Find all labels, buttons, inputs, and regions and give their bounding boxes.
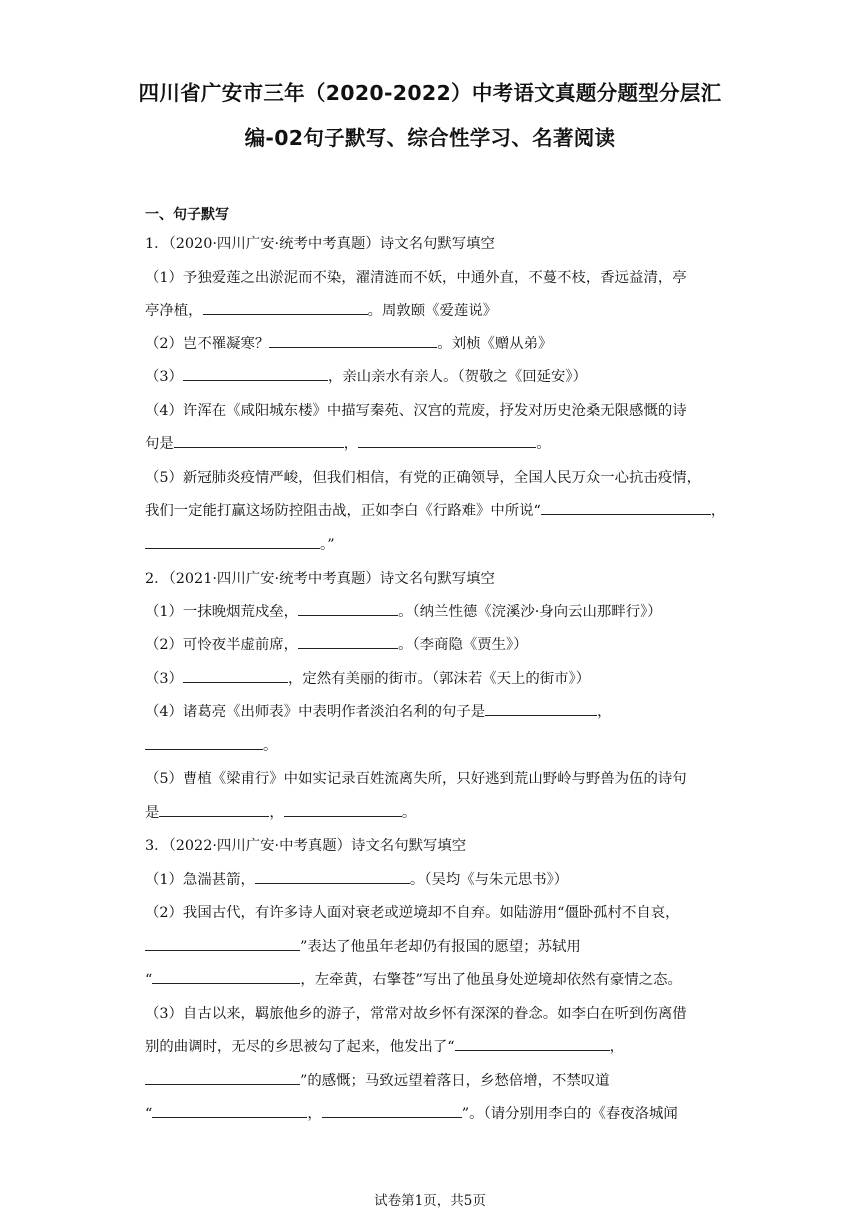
q1-part5-line1: （5）新冠肺炎疫情严峻，但我们相信，有党的正确领导，全国人民万众一心抗击疫情， — [145, 470, 702, 486]
text-segment: 。（吴均《与朱元思书》） — [409, 872, 569, 888]
answer-blank[interactable] — [145, 534, 320, 549]
q3-part2-line2 — [145, 935, 581, 956]
text-segment: 亭净植， — [145, 303, 203, 319]
answer-blank[interactable] — [358, 433, 536, 448]
text-segment: ， — [343, 436, 359, 452]
q3-part3-line3 — [145, 1069, 610, 1090]
text-segment: 。（纳兰性德《浣溪沙·身向云山那畔行》） — [398, 604, 662, 620]
text-segment: 我们一定能打赢这场防控阻击战，正如李白《行路难》中所说“ — [145, 503, 541, 519]
question-1-header: 1．（2020·四川广安·统考中考真题）诗文名句默写填空 — [145, 236, 495, 252]
text-segment: （4）诸葛亮《出师表》中表明作者淡泊名利的句子是 — [145, 704, 486, 720]
q1-part3 — [145, 365, 587, 386]
text-segment: ， — [269, 805, 284, 821]
q2-part5-line2 — [145, 801, 416, 822]
text-segment: 。周敦颐《爱莲说》 — [367, 303, 498, 319]
text-segment: （2）可怜夜半虚前席， — [145, 637, 299, 653]
text-segment: ，定然有美丽的街市。（郭沫若《天上的街市》） — [287, 671, 591, 687]
page-footer: 试卷第1页，共5页 — [374, 1193, 486, 1209]
q2-part3 — [145, 667, 590, 688]
text-segment: ， — [307, 1106, 322, 1122]
text-segment: 。刘桢《赠从弟》 — [437, 336, 553, 352]
answer-blank[interactable] — [455, 1036, 610, 1051]
answer-blank[interactable] — [183, 366, 328, 381]
answer-blank[interactable] — [269, 333, 437, 348]
section-heading: 一、句子默写 — [145, 207, 229, 223]
text-segment: （1）急湍甚箭， — [145, 872, 255, 888]
q2-part1 — [145, 600, 662, 621]
answer-blank[interactable] — [255, 869, 410, 884]
q3-part3-line1: （3）自古以来，羁旅他乡的游子，常常对故乡怀有深深的眷念。如李白在听到伤离借 — [145, 1006, 687, 1022]
document-title-line-1: 四川省广安市三年（2020-2022）中考语文真题分题型分层汇 — [138, 81, 722, 105]
text-segment: ”。（请分别用李白的《春夜洛城闻 — [461, 1106, 678, 1122]
answer-blank[interactable] — [152, 1103, 307, 1118]
text-segment: “ — [145, 972, 153, 988]
text-segment: ， — [710, 503, 726, 519]
answer-blank[interactable] — [322, 1103, 462, 1118]
q1-part5-line2 — [145, 499, 725, 520]
answer-blank[interactable] — [541, 500, 711, 515]
document-title-line-2: 编-02句子默写、综合性学习、名著阅读 — [244, 126, 616, 150]
text-segment: （2）岂不罹凝寒？ — [145, 336, 270, 352]
q2-part4-line2 — [145, 734, 277, 755]
text-segment: 。” — [320, 537, 335, 553]
q1-part5-line3 — [145, 533, 335, 554]
answer-blank[interactable] — [174, 433, 344, 448]
q3-part3-line2 — [145, 1035, 624, 1056]
question-2-header: 2．（2021·四川广安·统考中考真题）诗文名句默写填空 — [145, 571, 495, 587]
q1-part4-line2 — [145, 432, 551, 453]
text-segment: （3） — [145, 369, 183, 385]
answer-blank[interactable] — [152, 969, 300, 984]
answer-blank[interactable] — [298, 601, 398, 616]
answer-blank[interactable] — [145, 735, 263, 750]
text-segment: 。 — [401, 805, 417, 821]
q3-part2-line1: （2）我国古代，有许多诗人面对衰老或逆境却不自弃。如陆游用“僵卧孤村不自哀， — [145, 905, 680, 921]
q2-part5-line1: （5）曹植《梁甫行》中如实记录百姓流离失所，只好逃到荒山野岭与野兽为伍的诗句 — [145, 771, 687, 787]
q2-part2 — [145, 633, 528, 654]
text-segment: 是 — [145, 805, 160, 821]
text-segment: ， — [609, 1039, 624, 1055]
q1-part1-line1: （1）予独爱莲之出淤泥而不染，濯清涟而不妖，中通外直，不蔓不枝，香远益清，亭 — [145, 270, 687, 286]
q1-part4-line1: （4）许浑在《咸阳城东楼》中描写秦苑、汉宫的荒废，抒发对历史沧桑无限感慨的诗 — [145, 403, 687, 419]
q1-part1-line2 — [145, 299, 497, 320]
answer-blank[interactable] — [298, 634, 398, 649]
question-3-header: 3．（2022·四川广安·中考真题）诗文名句默写填空 — [145, 838, 467, 854]
text-segment: 。（李商隐《贾生》） — [398, 637, 528, 653]
answer-blank[interactable] — [203, 300, 368, 315]
answer-blank[interactable] — [183, 668, 288, 683]
q3-part3-line4 — [145, 1102, 678, 1123]
text-segment: ， — [597, 704, 612, 720]
text-segment: ，左牵黄，右擎苍”写出了他虽身处逆境却依然有豪情之态。 — [300, 972, 682, 988]
text-segment: 。 — [263, 738, 278, 754]
q2-part4-line1 — [145, 700, 612, 721]
answer-blank[interactable] — [284, 802, 402, 817]
text-segment: ，亲山亲水有亲人。（贺敬之《回延安》） — [327, 369, 587, 385]
text-segment: （3） — [145, 671, 183, 687]
answer-blank[interactable] — [485, 701, 597, 716]
q1-part2 — [145, 332, 552, 353]
text-segment: “ — [145, 1106, 153, 1122]
text-segment: ”表达了他虽年老却仍有报国的愿望；苏轼用 — [300, 939, 581, 955]
text-segment: （1）一抹晚烟荒戍垒， — [145, 604, 299, 620]
answer-blank[interactable] — [145, 936, 300, 951]
q3-part2-line3 — [145, 968, 682, 989]
answer-blank[interactable] — [145, 1070, 300, 1085]
text-segment: ”的感慨；马致远望着落日，乡愁倍增，不禁叹道 — [300, 1073, 610, 1089]
text-segment: 句是 — [145, 436, 174, 452]
text-segment: 别的曲调时，无尽的乡思被勾了起来，他发出了“ — [145, 1039, 455, 1055]
q3-part1 — [145, 868, 568, 889]
answer-blank[interactable] — [159, 802, 269, 817]
text-segment: 。 — [536, 436, 551, 452]
